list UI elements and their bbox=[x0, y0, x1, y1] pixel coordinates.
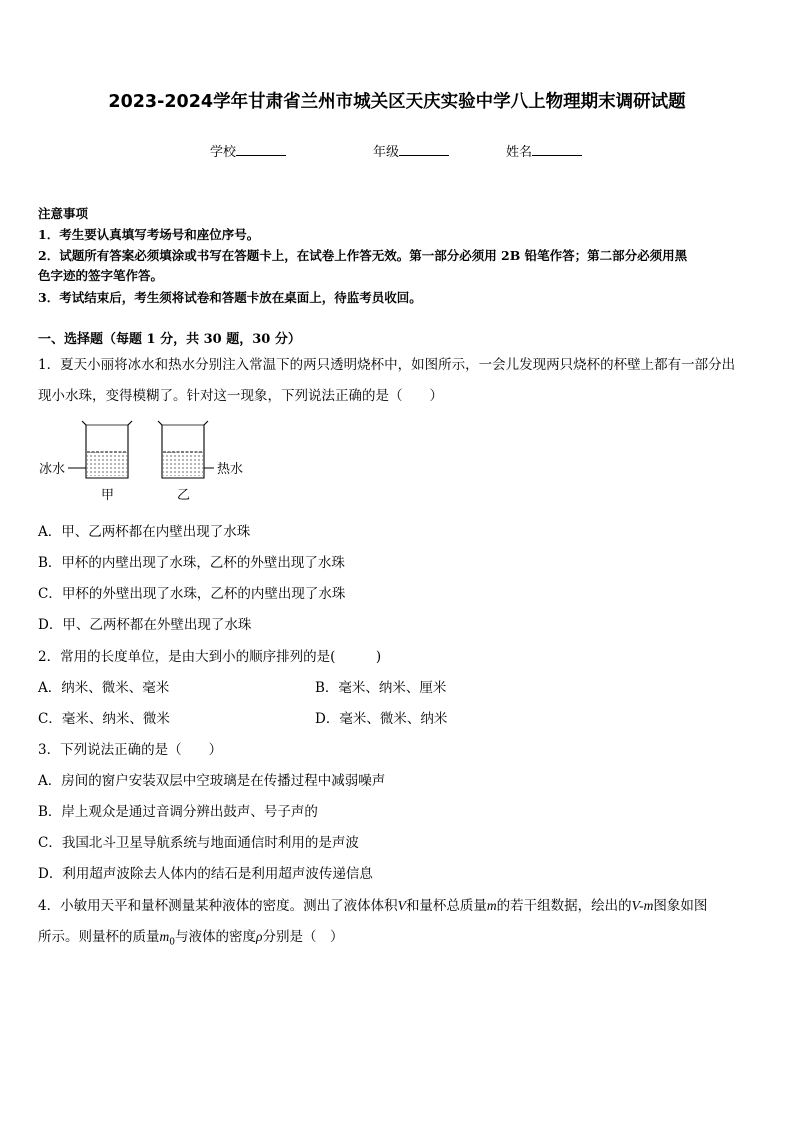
q4-var-m0-sub: 0 bbox=[169, 937, 175, 948]
q3-option-b[interactable]: B．岸上观众是通过音调分辨出鼓声、号子声的 bbox=[38, 804, 318, 820]
q4-text: 4．小敏用天平和量杯测量某种液体的密度。测出了液体体积 bbox=[38, 898, 398, 914]
notice-item: 3．考试结束后，考生须将试卷和答题卡放在桌面上，待监考员收回。 bbox=[38, 290, 422, 305]
q2-option-b[interactable]: B．毫米、纳米、厘米 bbox=[315, 680, 447, 696]
q2-option-d[interactable]: D．毫米、微米、纳米 bbox=[315, 711, 448, 727]
label-ice-water: 冰水 bbox=[39, 462, 66, 477]
q4-stem-line1 bbox=[38, 894, 707, 914]
grade-label: 年级 bbox=[373, 145, 400, 160]
q4-stem-line2 bbox=[38, 925, 343, 948]
label-hot-water: 热水 bbox=[217, 462, 244, 477]
page-title: 2023-2024学年甘肃省兰州市城关区天庆实验中学八上物理期末调研试题 bbox=[108, 92, 686, 112]
q4-text: 图象如图 bbox=[653, 898, 708, 914]
q1-option-c[interactable]: C．甲杯的外壁出现了水珠，乙杯的内壁出现了水珠 bbox=[38, 586, 346, 602]
school-blank[interactable] bbox=[236, 143, 286, 156]
school-field bbox=[210, 141, 286, 160]
notice-heading: 注意事项 bbox=[38, 206, 89, 221]
q1-option-d[interactable]: D．甲、乙两杯都在外壁出现了水珠 bbox=[38, 617, 252, 633]
section-heading: 一、选择题（每题 1 分，共 30 题，30 分） bbox=[38, 332, 301, 347]
name-field bbox=[506, 141, 582, 160]
q2-stem: 2．常用的长度单位，是由大到小的顺序排列的是( ) bbox=[38, 649, 382, 665]
q3-option-d[interactable]: D．利用超声波除去人体内的结石是利用超声波传递信息 bbox=[38, 866, 373, 882]
q3-stem: 3．下列说法正确的是（ ） bbox=[38, 742, 223, 758]
q4-text: 与液体的密度 bbox=[174, 929, 256, 945]
name-blank[interactable] bbox=[532, 143, 582, 156]
grade-field bbox=[373, 141, 449, 160]
q1-stem-line1: 1．夏天小丽将冰水和热水分别注入常温下的两只透明烧杯中，如图所示，一会儿发现两只烧杯的杯壁上都有一部分出 bbox=[38, 357, 736, 373]
label-cup-yi: 乙 bbox=[177, 488, 191, 503]
beakers-figure bbox=[38, 415, 258, 507]
q4-var-v: V bbox=[397, 898, 406, 913]
label-cup-jia: 甲 bbox=[101, 488, 115, 503]
q1-option-a[interactable]: A．甲、乙两杯都在内壁出现了水珠 bbox=[38, 524, 251, 540]
q4-text: 的若干组数据，绘出的 bbox=[496, 898, 632, 914]
q3-option-c[interactable]: C．我国北斗卫星导航系统与地面通信时利用的是声波 bbox=[38, 835, 359, 851]
q1-stem-line2: 现小水珠，变得模糊了。针对这一现象，下列说法正确的是（ ） bbox=[38, 388, 443, 404]
q1-option-b[interactable]: B．甲杯的内壁出现了水珠，乙杯的外壁出现了水珠 bbox=[38, 555, 345, 571]
q2-option-a[interactable]: A．纳米、微米、毫米 bbox=[38, 680, 170, 696]
beaker-yi bbox=[158, 421, 208, 478]
q4-text: 分别是（ ） bbox=[262, 929, 344, 945]
q4-var-vm: V-m bbox=[631, 898, 654, 913]
q4-var-m0: m bbox=[159, 929, 170, 944]
grade-blank[interactable] bbox=[399, 143, 449, 156]
q2-option-c[interactable]: C．毫米、纳米、微米 bbox=[38, 711, 170, 727]
notice-item: 色字迹的签字笔作答。 bbox=[38, 268, 164, 283]
q4-text: 所示。则量杯的质量 bbox=[38, 929, 160, 945]
q4-var-rho: ρ bbox=[255, 929, 263, 944]
notice-item: 2．试题所有答案必须填涂或书写在答题卡上，在试卷上作答无效。第一部分必须用 2B 铅笔作答；第二部分必须用黑 bbox=[38, 248, 688, 263]
q4-var-m: m bbox=[486, 898, 497, 913]
school-label: 学校 bbox=[210, 145, 237, 160]
q4-text: 和量杯总质量 bbox=[405, 898, 487, 914]
notice-item: 1．考生要认真填写考场号和座位序号。 bbox=[38, 227, 260, 242]
q3-option-a[interactable]: A．房间的窗户安装双层中空玻璃是在传播过程中减弱噪声 bbox=[38, 773, 386, 789]
name-label: 姓名 bbox=[506, 145, 533, 160]
beaker-jia bbox=[82, 421, 132, 478]
